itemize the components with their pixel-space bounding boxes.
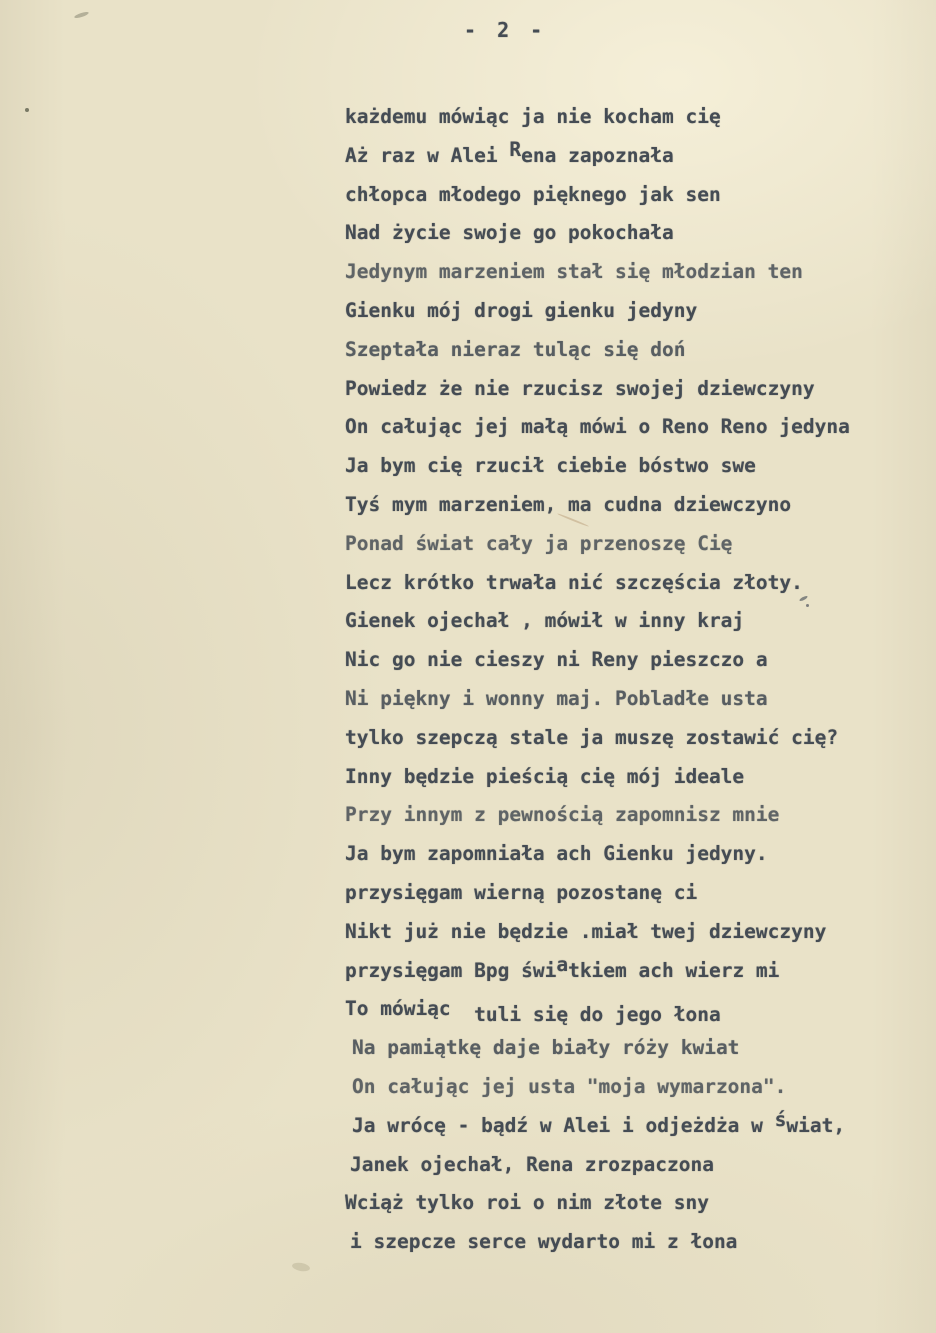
- poem-line: Lecz krótko trwała nić szczęścia złoty.: [345, 570, 803, 594]
- poem-line: On całując jej małą mówi o Reno Reno jedyna: [345, 415, 850, 439]
- poem-line: Tyś mym marzeniem, ma cudna dziewczyno: [345, 492, 792, 516]
- poem-line: każdemu mówiąc ja nie kocham cię: [345, 105, 721, 128]
- poem-line-segment: tuli się do jego łona: [450, 1003, 721, 1027]
- poem-line-segment: wiat,: [786, 1113, 846, 1137]
- poem-line: Jedynym marzeniem stał się młodzian ten: [345, 260, 803, 284]
- ink-smudge: [806, 604, 809, 607]
- paper-speck: [74, 11, 90, 19]
- poem-line: Na pamiątkę daje biały róży kwiat: [352, 1036, 740, 1060]
- poem-line: Ja bym cię rzucił ciebie bóstwo swe: [345, 454, 756, 478]
- poem-text-block: [345, 98, 850, 1262]
- poem-line: Janek ojechał, Rena zrozpaczona: [350, 1152, 714, 1176]
- poem-line-segment: Ja wrócę - bądź w Alei i odjeżdża w: [352, 1113, 775, 1137]
- poem-line: Ponad świat cały ja przenoszę Cię: [345, 531, 733, 555]
- paper-speck: [25, 108, 29, 112]
- poem-line: [345, 990, 850, 1029]
- poem-line: Szeptała nieraz tuląc się doń: [345, 337, 686, 361]
- poem-line: Nikt już nie będzie .miał twej dziewczyny: [345, 919, 827, 943]
- poem-line: Nic go nie cieszy ni Reny pieszczo a: [345, 648, 768, 672]
- poem-line: Powiedz że nie rzucisz swojej dziewczyny: [345, 376, 815, 400]
- poem-line-segment: Aż raz w Alei: [345, 143, 510, 167]
- poem-line: Gienek ojechał , mówił w inny kraj: [345, 609, 745, 633]
- poem-line-segment: To mówiąc: [345, 997, 451, 1021]
- poem-line-segment: ś: [774, 1107, 787, 1131]
- poem-line: i szepcze serce wydarto mi z łona: [350, 1230, 738, 1254]
- poem-line: tylko szepczą stale ja muszę zostawić cię?: [345, 725, 839, 749]
- poem-line: przysięgam wierną pozostanę ci: [345, 880, 698, 904]
- poem-line: chłopca młodego pięknego jak sen: [345, 182, 721, 206]
- poem-line-segment: a: [556, 952, 569, 976]
- poem-line: Ja bym zapomniała ach Gienku jedyny.: [345, 842, 768, 866]
- poem-line: Ni piękny i wonny maj. Pobladłe usta: [345, 686, 768, 710]
- poem-line: Nad życie swoje go pokochała: [345, 221, 674, 245]
- paper-smudge: [291, 1261, 310, 1272]
- poem-line-segment: tkiem ach wierz mi: [568, 958, 780, 982]
- poem-line-segment: przysięgam Bpg świ: [345, 958, 557, 982]
- poem-line: Gienku mój drogi gienku jedyny: [345, 298, 698, 322]
- poem-line: [345, 1107, 850, 1146]
- poem-line: On całując jej usta "moja wymarzona".: [352, 1074, 787, 1098]
- poem-line: Przy innym z pewnością zapomnisz mnie: [345, 803, 780, 827]
- poem-line: [345, 952, 850, 991]
- poem-line: Inny będzie pieścią cię mój ideale: [345, 764, 745, 788]
- poem-line-segment: R: [509, 137, 522, 161]
- poem-line: Wciąż tylko roi o nim złote sny: [345, 1191, 709, 1215]
- poem-line: [345, 137, 850, 176]
- poem-line-segment: ena zapoznała: [521, 143, 674, 167]
- page-number: - 2 -: [464, 18, 547, 42]
